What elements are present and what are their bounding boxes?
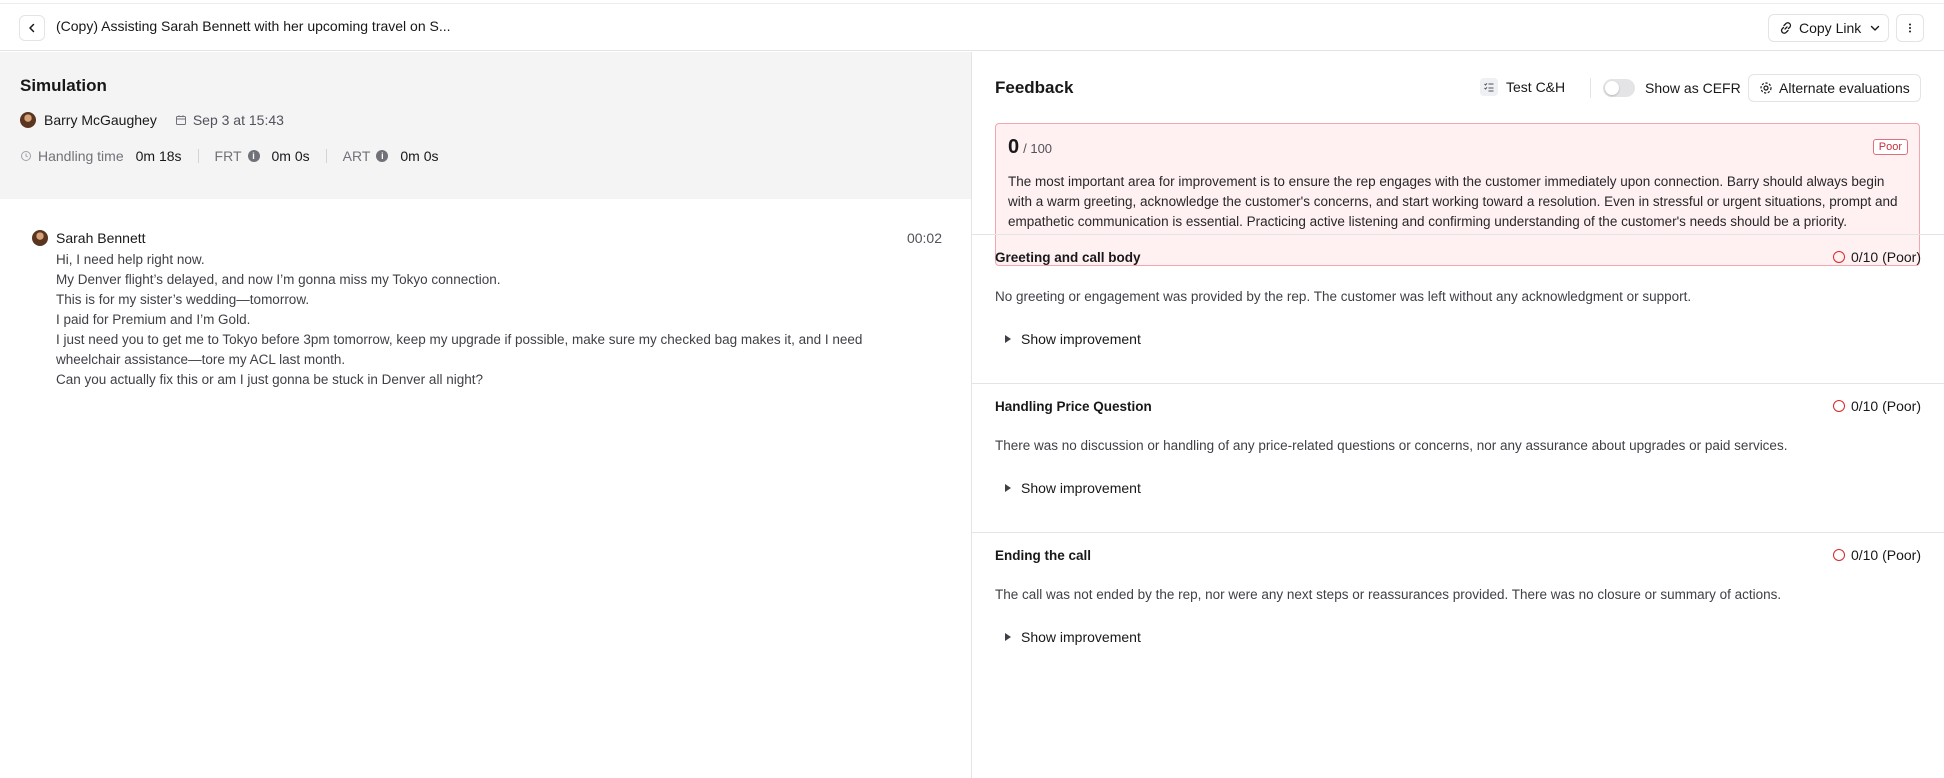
handling-time-label: Handling time [38,148,124,164]
simulation-column [0,52,971,778]
rating-badge: Poor [1873,139,1908,155]
message-line: My Denver flight’s delayed, and now I’m gonna miss my Tokyo connection. [56,272,501,287]
chevron-down-icon [1869,22,1881,34]
message-line: I paid for Premium and I’m Gold. [56,312,251,327]
alternate-evaluations-button[interactable] [1748,74,1921,102]
avatar [32,230,48,246]
art-value: 0m 0s [400,148,439,164]
frt-label: FRT [214,148,242,164]
message-timestamp: 00:02 [906,230,942,246]
overall-score-card [995,123,1920,266]
message-body [56,250,942,390]
criterion-description: The call was not ended by the rep, nor were any next steps or reassurances provided. There was no closure or summary of actions. [995,587,1782,602]
cefr-toggle[interactable] [1603,79,1635,97]
criterion-score-text: 0/10 (Poor) [1850,249,1921,265]
page-header [0,4,1944,51]
criterion-description: There was no discussion or handling of any price-related questions or concerns, nor any assurance about upgrades or paid services. [995,438,1788,453]
art-label: ART [342,148,371,164]
more-vertical-icon [1904,22,1916,34]
session-date [175,112,284,128]
copy-link-button[interactable] [1768,14,1889,42]
divider [1590,78,1591,98]
caret-right-icon [1005,633,1011,641]
simulation-title: Simulation [20,76,107,95]
criterion-card [995,250,1921,347]
copy-link-label: Copy Link [1799,20,1862,36]
criterion-title: Handling Price Question [995,399,1152,414]
circle-icon [1833,400,1845,412]
page-title: (Copy) Assisting Sarah Bennett with her upcoming travel on S... [56,18,451,34]
clock-icon [20,150,32,162]
simulation-panel [0,52,971,199]
frt-stat [215,148,310,164]
handling-time-stat [20,148,182,164]
gear-icon [1759,81,1773,95]
show-improvement-toggle[interactable] [1005,331,1921,347]
section-divider [972,532,1944,533]
handling-time-value: 0m 18s [135,148,182,164]
criterion-score [1833,547,1921,563]
show-improvement-label: Show improvement [1021,629,1141,645]
checklist-icon [1480,78,1498,96]
score-max: / 100 [1023,141,1053,156]
test-ch-label: Test C&H [1506,79,1566,95]
back-button[interactable] [19,15,45,41]
show-improvement-label: Show improvement [1021,480,1141,496]
score-value: 0 [1008,136,1020,158]
divider [326,149,327,163]
simulation-meta [20,112,284,128]
criterion-score [1833,249,1921,265]
criterion-card [995,399,1921,496]
caret-right-icon [1005,484,1011,492]
feedback-title: Feedback [995,78,1074,97]
overall-score [1008,136,1052,159]
more-options-button[interactable] [1896,14,1924,42]
message-header [32,230,942,246]
circle-icon [1833,251,1845,263]
metrics-row [20,148,439,164]
circle-icon [1833,549,1845,561]
art-stat [343,148,439,164]
show-improvement-toggle[interactable] [1005,629,1921,645]
criterion-card [995,548,1921,645]
section-divider [972,383,1944,384]
criterion-title: Ending the call [995,548,1092,563]
user-name: Barry McGaughey [44,112,157,128]
transcript-message [32,230,942,390]
criterion-description: No greeting or engagement was provided by the rep. The customer was left without any acknowledgment or support. [995,289,1692,304]
divider [198,149,199,163]
cefr-toggle-group [1590,78,1741,98]
message-line: Hi, I need help right now. [56,252,205,267]
feedback-column [972,52,1944,778]
caret-right-icon [1005,335,1011,343]
info-icon[interactable]: i [248,150,260,162]
criterion-score [1833,398,1921,414]
frt-value: 0m 0s [271,148,310,164]
criterion-title: Greeting and call body [995,250,1141,265]
calendar-icon [175,114,187,126]
message-line: This is for my sister’s wedding—tomorrow. [56,292,310,307]
section-divider [972,234,1944,235]
criterion-score-text: 0/10 (Poor) [1850,398,1921,414]
alternate-evaluations-label: Alternate evaluations [1779,80,1910,96]
test-ch-button[interactable] [1480,78,1565,96]
message-line: Can you actually fix this or am I just gonna be stuck in Denver all night? [56,372,483,387]
session-date-text: Sep 3 at 15:43 [192,112,284,128]
feedback-summary: The most important area for improvement is to ensure the rep engages with the customer immediately upon connection. Barry should always begin with a warm greeting, acknowledge the customer's concerns, and start working toward a resolution. Even in stressful or urgent situations, prompt and empathetic communication is essential. Practicing active listening and confirming understanding of the customer's needs should be a priority. [1008,174,1898,229]
speaker-name: Sarah Bennett [56,230,146,246]
info-icon[interactable]: i [376,150,388,162]
message-line: wheelchair assistance—tore my ACL last month. [56,352,346,367]
criterion-score-text: 0/10 (Poor) [1850,547,1921,563]
cefr-label: Show as CEFR [1645,80,1741,96]
show-improvement-toggle[interactable] [1005,480,1921,496]
link-icon [1779,21,1793,35]
show-improvement-label: Show improvement [1021,331,1141,347]
chevron-left-icon [26,22,38,34]
message-line: I just need you to get me to Tokyo before 3pm tomorrow, keep my upgrade if possible, make sure my checked bag makes it, and I need [56,332,863,347]
avatar [20,112,36,128]
